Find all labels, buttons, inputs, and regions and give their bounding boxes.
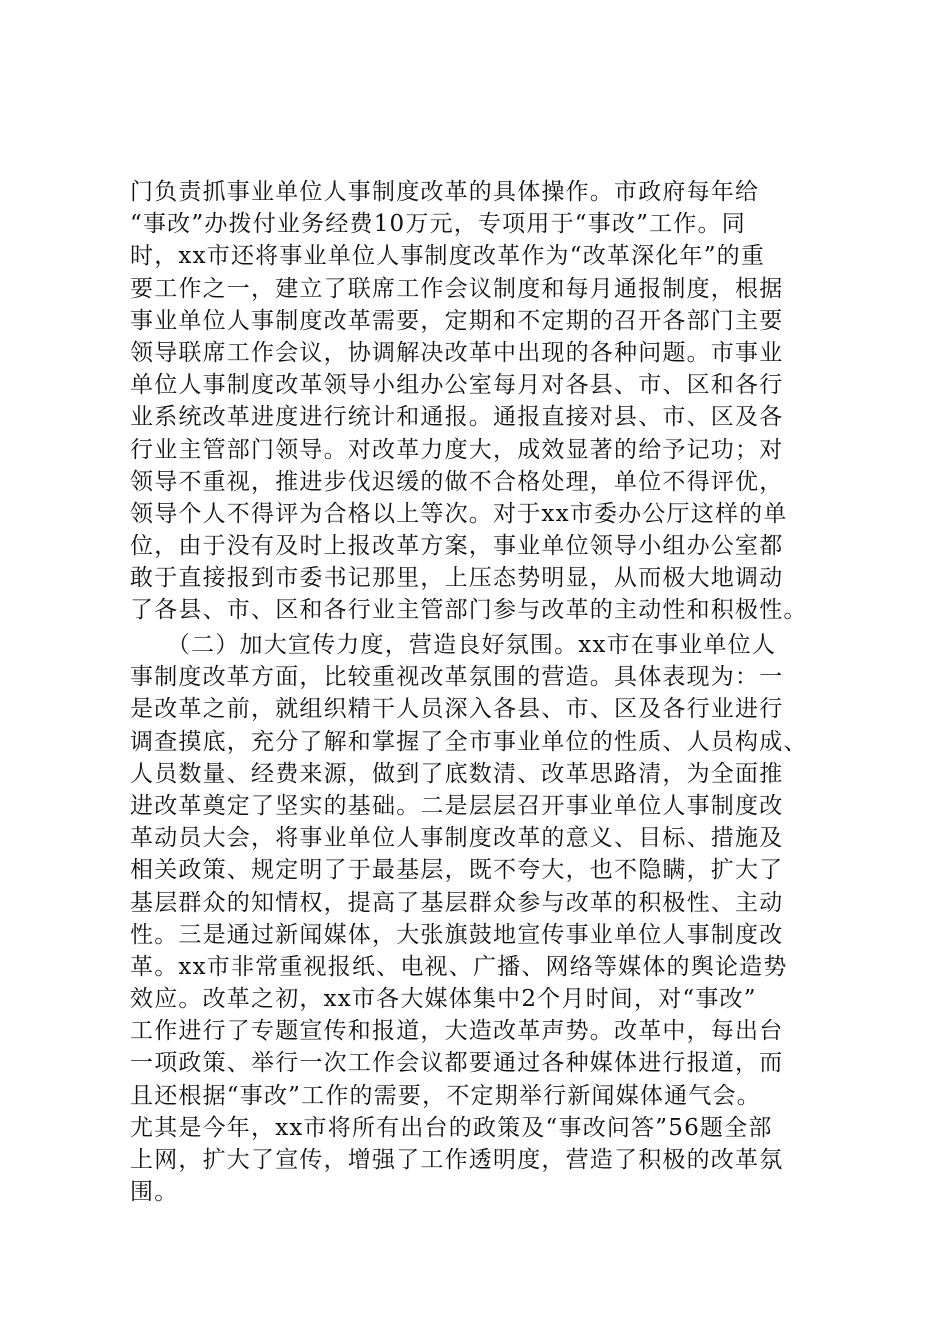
text-line: 且还根据“事改”工作的需要，不定期举行新闻媒体通气会。 — [130, 1082, 761, 1109]
text-line: 要工作之一，建立了联席工作会议制度和每月通报制度，根据 — [130, 275, 784, 302]
paragraph-reform-operations — [130, 176, 830, 627]
text-line: 人员数量、经费来源，做到了底数清、改革思路清，为全面推 — [130, 760, 784, 787]
text-line: 领导联席工作会议，协调解决改革中出现的各种问题。市事业 — [130, 339, 784, 366]
text-line: 工作进行了专题宣传和报道，大造改革声势。改革中，每出台 — [130, 1018, 784, 1045]
text-line: 相关政策、规定明了于最基层，既不夸大，也不隐瞒，扩大了 — [130, 857, 784, 884]
text-line: 效应。改革之初，xx市各大媒体集中2个月时间，对“事改” — [130, 986, 757, 1013]
text-line: 革动员大会，将事业单位人事制度改革的意义、目标、措施及 — [130, 825, 784, 852]
text-line: 围。 — [130, 1179, 179, 1206]
text-line: 调查摸底，充分了解和掌握了全市事业单位的性质、人员构成、 — [130, 728, 808, 755]
text-line: 业系统改革进度进行统计和通报。通报直接对县、市、区及各 — [130, 404, 784, 431]
text-line: 领导不重视，推进步伐迟缓的做不合格处理，单位不得评优， — [130, 468, 784, 495]
text-line: 门负责抓事业单位人事制度改革的具体操作。市政府每年给 — [130, 179, 760, 205]
text-line: 基层群众的知情权，提高了基层群众参与改革的积极性、主动 — [130, 889, 784, 916]
text-line: 尤其是今年，xx市将所有出台的政策及“事改问答”56题全部 — [130, 1114, 773, 1141]
text-line: 行业主管部门领导。对改革力度大，成效显著的给予记功；对 — [130, 436, 784, 463]
text-line: 进改革奠定了坚实的基础。二是层层召开事业单位人事制度改 — [130, 792, 784, 819]
text-line: 事制度改革方面，比较重视改革氛围的营造。具体表现为：一 — [130, 664, 784, 691]
text-line: 革。xx市非常重视报纸、电视、广播、网络等媒体的舆论造势 — [130, 953, 788, 980]
text-line: 事业单位人事制度改革需要，定期和不定期的召开各部门主要 — [130, 307, 784, 334]
text-line: 上网，扩大了宣传，增强了工作透明度，营造了积极的改革氛 — [130, 1147, 784, 1173]
paragraph-publicity — [130, 629, 830, 1208]
text-line: 领导个人不得评为合格以上等次。对于xx市委办公厅这样的单 — [130, 500, 788, 527]
text-line: 了各县、市、区和各行业主管部门参与改革的主动性和积极性。 — [130, 597, 808, 624]
text-line: “事改”办拨付业务经费10万元，专项用于“事改”工作。同 — [130, 211, 746, 238]
text-line: 敢于直接报到市委书记那里，上压态势明显，从而极大地调动 — [130, 565, 784, 592]
text-line: （二）加大宣传力度，营造良好氛围。xx市在事业单位人 — [130, 632, 777, 658]
text-line: 位，由于没有及时上报改革方案，事业单位领导小组办公室都 — [130, 533, 784, 560]
text-line: 是改革之前，就组织精干人员深入各县、市、区及各行业进行 — [130, 696, 784, 723]
text-line: 单位人事制度改革领导小组办公室每月对各县、市、区和各行 — [130, 372, 784, 399]
text-line: 一项政策、举行一次工作会议都要通过各种媒体进行报道，而 — [130, 1050, 784, 1077]
text-line: 时，xx市还将事业单位人事制度改革作为“改革深化年”的重 — [130, 243, 766, 270]
text-line: 性。三是通过新闻媒体，大张旗鼓地宣传事业单位人事制度改 — [130, 921, 784, 948]
